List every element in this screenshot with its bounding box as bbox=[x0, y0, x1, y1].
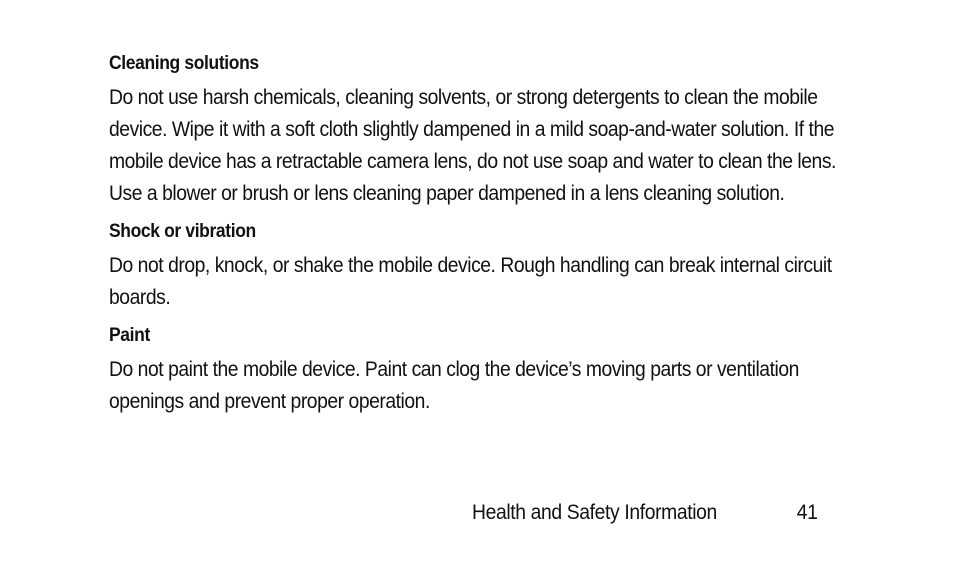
section-body: Do not use harsh chemicals, cleaning solvents, or strong detergents to clean the mobile device. Wipe it with a soft cloth slightly dampened in a mild soap-and-water solution. If the mobile device has a retractable camera lens, do not use soap and water to clean the lens. Use a blower or brush or lens cleaning paper dampened in a lens cleaning solution. bbox=[109, 86, 836, 205]
page-number: 41 bbox=[797, 501, 818, 524]
section-cleaning-solutions bbox=[109, 50, 869, 210]
section-heading: Shock or vibration bbox=[109, 221, 256, 242]
section-heading: Paint bbox=[109, 325, 150, 346]
section-paint bbox=[109, 322, 869, 418]
footer-title: Health and Safety Information bbox=[472, 501, 717, 524]
section-shock-or-vibration bbox=[109, 218, 869, 314]
document-page bbox=[109, 50, 869, 426]
page-footer bbox=[472, 497, 818, 529]
section-heading: Cleaning solutions bbox=[109, 53, 259, 74]
section-body: Do not drop, knock, or shake the mobile device. Rough handling can break internal circuit boards. bbox=[109, 254, 832, 309]
section-body: Do not paint the mobile device. Paint can clog the device’s moving parts or ventilation openings and prevent proper operation. bbox=[109, 358, 799, 413]
